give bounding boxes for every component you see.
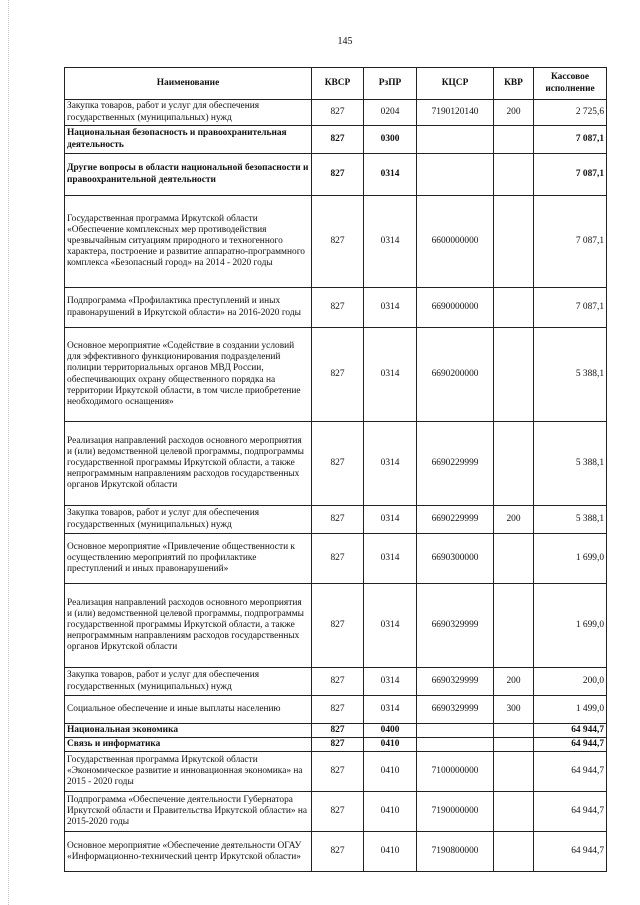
row-amount: 1 699,0 [534, 584, 607, 668]
row-kvr [494, 832, 534, 872]
row-amount: 64 944,7 [534, 724, 607, 738]
row-kvsr: 827 [312, 328, 364, 422]
row-rzpr: 0314 [364, 422, 417, 506]
row-amount: 64 944,7 [534, 832, 607, 872]
row-kvr: 200 [494, 668, 534, 696]
row-kvsr: 827 [312, 584, 364, 668]
table-row [65, 422, 607, 506]
row-name: Социальное обеспечение и иные выплаты населению [65, 696, 312, 724]
row-kvr [494, 752, 534, 792]
row-rzpr: 0410 [364, 792, 417, 832]
row-kcsr: 6600000000 [417, 196, 494, 288]
row-name: Реализация направлений расходов основного мероприятия и (или) ведомственной целевой программы, подпрограммы государственной программы Иркутской области, а также непрограммным направлениям расходов государственных органов Иркутской области [65, 584, 312, 668]
row-kcsr: 6690329999 [417, 668, 494, 696]
row-kvsr: 827 [312, 696, 364, 724]
row-name: Государственная программа Иркутской области «Экономическое развитие и инновационная экономика» на 2015 - 2020 годы [65, 752, 312, 792]
row-kvr: 300 [494, 696, 534, 724]
row-kvsr: 827 [312, 668, 364, 696]
row-kvsr: 827 [312, 752, 364, 792]
row-amount: 5 388,1 [534, 506, 607, 534]
row-kcsr: 6690300000 [417, 534, 494, 584]
row-kvsr: 827 [312, 288, 364, 328]
table-row [65, 534, 607, 584]
row-kvsr: 827 [312, 506, 364, 534]
row-name: Закупка товаров, работ и услуг для обеспечения государственных (муниципальных) нужд [65, 668, 312, 696]
row-kvsr: 827 [312, 724, 364, 738]
table-row [65, 100, 607, 126]
row-rzpr: 0314 [364, 328, 417, 422]
row-kcsr: 7190120140 [417, 100, 494, 126]
row-kvr [494, 422, 534, 506]
table-row [65, 792, 607, 832]
row-rzpr: 0410 [364, 752, 417, 792]
row-amount: 7 087,1 [534, 126, 607, 154]
row-rzpr: 0410 [364, 738, 417, 752]
row-amount: 1 699,0 [534, 534, 607, 584]
row-kcsr: 6690200000 [417, 328, 494, 422]
row-amount: 2 725,6 [534, 100, 607, 126]
row-kvr [494, 288, 534, 328]
table-row [65, 724, 607, 738]
row-kvr [494, 328, 534, 422]
header-kvr: КВР [494, 68, 534, 100]
row-rzpr: 0314 [364, 288, 417, 328]
row-amount: 5 388,1 [534, 328, 607, 422]
scan-edge-line [8, 0, 10, 905]
table-row [65, 328, 607, 422]
row-kcsr [417, 738, 494, 752]
header-kvsr: КВСР [312, 68, 364, 100]
row-kvsr: 827 [312, 422, 364, 506]
page-number: 145 [337, 36, 353, 47]
row-name: Связь и информатика [65, 738, 312, 752]
row-amount: 7 087,1 [534, 154, 607, 196]
row-name: Подпрограмма «Профилактика преступлений и иных правонарушений в Иркутской области» на 2016-2020 годы [65, 288, 312, 328]
row-rzpr: 0314 [364, 696, 417, 724]
budget-execution-table [64, 67, 607, 872]
row-rzpr: 0204 [364, 100, 417, 126]
table-row [65, 196, 607, 288]
row-name: Закупка товаров, работ и услуг для обеспечения государственных (муниципальных) нужд [65, 100, 312, 126]
row-kcsr: 7100000000 [417, 752, 494, 792]
table-row [65, 668, 607, 696]
row-name: Государственная программа Иркутской области «Обеспечение комплексных мер противодействия чрезвычайным ситуациям природного и техногенного характера, построение и развитие аппаратно-программного комплекса «Безопасный город» на 2014 - 2020 годы [65, 196, 312, 288]
table-row [65, 126, 607, 154]
row-amount: 5 388,1 [534, 422, 607, 506]
row-kcsr: 7190000000 [417, 792, 494, 832]
row-kvr: 200 [494, 506, 534, 534]
row-rzpr: 0314 [364, 506, 417, 534]
row-kcsr [417, 724, 494, 738]
table-row [65, 696, 607, 724]
row-rzpr: 0314 [364, 668, 417, 696]
row-name: Подпрограмма «Обеспечение деятельности Губернатора Иркутской области и Правительства Иркутской области» на 2015-2020 годы [65, 792, 312, 832]
row-kvr [494, 154, 534, 196]
row-amount: 7 087,1 [534, 196, 607, 288]
row-kvsr: 827 [312, 154, 364, 196]
row-name: Основное мероприятие «Привлечение общественности к осуществлению мероприятий по профилактике преступлений и иных правонарушений» [65, 534, 312, 584]
row-kcsr [417, 126, 494, 154]
row-rzpr: 0400 [364, 724, 417, 738]
header-amount: Кассовое исполнение [534, 68, 607, 100]
row-name: Национальная экономика [65, 724, 312, 738]
row-kvsr: 827 [312, 534, 364, 584]
row-kvr [494, 724, 534, 738]
row-kvr [494, 584, 534, 668]
row-rzpr: 0314 [364, 196, 417, 288]
row-kcsr: 6690000000 [417, 288, 494, 328]
row-kvr [494, 534, 534, 584]
table-row [65, 752, 607, 792]
row-amount: 64 944,7 [534, 792, 607, 832]
row-kcsr [417, 154, 494, 196]
row-kvr [494, 126, 534, 154]
row-kvsr: 827 [312, 126, 364, 154]
table-row [65, 288, 607, 328]
table-row [65, 506, 607, 534]
row-rzpr: 0314 [364, 154, 417, 196]
row-kcsr: 6690329999 [417, 584, 494, 668]
row-name: Национальная безопасность и правоохранительная деятельность [65, 126, 312, 154]
row-name: Реализация направлений расходов основного мероприятия и (или) ведомственной целевой программы, подпрограммы государственной программы Иркутской области, а также непрограммным направлениям расходов государственных органов Иркутской области [65, 422, 312, 506]
row-kvr [494, 738, 534, 752]
table-header-row [65, 68, 607, 100]
row-kvsr: 827 [312, 792, 364, 832]
table-row [65, 584, 607, 668]
row-name: Закупка товаров, работ и услуг для обеспечения государственных (муниципальных) нужд [65, 506, 312, 534]
row-rzpr: 0314 [364, 534, 417, 584]
header-kcsr: КЦСР [417, 68, 494, 100]
row-kvr [494, 196, 534, 288]
row-amount: 64 944,7 [534, 752, 607, 792]
table-row [65, 832, 607, 872]
row-kcsr: 7190800000 [417, 832, 494, 872]
row-name: Другие вопросы в области национальной безопасности и правоохранительной деятельности [65, 154, 312, 196]
table-row [65, 154, 607, 196]
row-amount: 1 499,0 [534, 696, 607, 724]
row-amount: 7 087,1 [534, 288, 607, 328]
row-kvsr: 827 [312, 738, 364, 752]
row-kcsr: 6690229999 [417, 506, 494, 534]
header-rzpr: РзПР [364, 68, 417, 100]
row-rzpr: 0410 [364, 832, 417, 872]
row-amount: 200,0 [534, 668, 607, 696]
row-kcsr: 6690329999 [417, 696, 494, 724]
row-kvsr: 827 [312, 196, 364, 288]
row-name: Основное мероприятие «Обеспечение деятельности ОГАУ «Информационно-технический центр Иркутской области» [65, 832, 312, 872]
row-amount: 64 944,7 [534, 738, 607, 752]
table-row [65, 738, 607, 752]
row-rzpr: 0314 [364, 584, 417, 668]
row-kvr [494, 792, 534, 832]
row-rzpr: 0300 [364, 126, 417, 154]
header-name: Наименование [65, 68, 312, 100]
row-kvsr: 827 [312, 100, 364, 126]
row-kcsr: 6690229999 [417, 422, 494, 506]
row-kvr: 200 [494, 100, 534, 126]
row-name: Основное мероприятие «Содействие в создании условий для эффективного функционирования подразделений полиции территориальных органов МВД России, обеспечивающих охрану общественного порядка на территории Иркутской области, в том числе приобретение необходимого оснащения» [65, 328, 312, 422]
row-kvsr: 827 [312, 832, 364, 872]
